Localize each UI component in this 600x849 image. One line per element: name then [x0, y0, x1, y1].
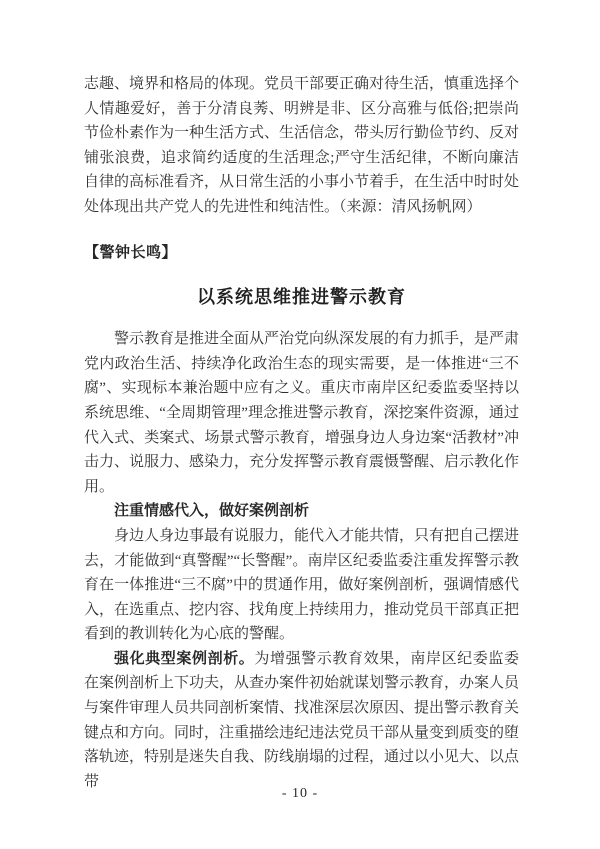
article-subheading: 注重情感代入，做好案例剖析 [114, 502, 310, 520]
section-marker: 【警钟长鸣】 [84, 243, 178, 261]
article-title: 以系统思维推进警示教育 [197, 287, 406, 308]
page-number: - 10 - [281, 786, 319, 801]
paragraph-typical-case [84, 647, 519, 795]
page-text-block [84, 72, 519, 794]
paragraph-typical-case-lead: 强化典型案例剖析。 [114, 649, 255, 667]
paragraph-emotional-involvement: 身边人身边事最有说服力，能代入才能共情，只有把自己摆进去，才能做到“真警醒”“长警醒”。南岸区纪委监委注重发挥警示教育在一体推进“三不腐”中的贯通作用，做好案例剖析，强调情感代入，在选重点、挖内容、找角度上持续用力，推动党员干部真正把看到的教训转化为心底的警醒。 [84, 527, 520, 643]
paragraph-typical-case-body: 为增强警示教育效果，南岸区纪委监委在案例剖析上下功夫，从查办案件初始就谋划警示教育，办案人员与案件审理人员共同剖析案情、找准深层次原因、提出警示教育关键点和方向。同时，注重描绘违纪违法党员干部从量变到质变的堕落轨迹，特别是迷失自我、防线崩塌的过程，通过以小见大、以点带 [84, 650, 520, 790]
continuation-paragraph: 志趣、境界和格局的体现。党员干部要正确对待生活，慎重选择个人情趣爱好，善于分清良莠、明辨是非、区分高雅与低俗;把崇尚节俭朴素作为一种生活方式、生活信念，带头厉行勤俭节约、反对铺张浪费，追求简约适度的生活理念;严守生活纪律，不断向廉洁自律的高标准看齐，从日常生活的小事小节着手，在生活中时时处处体现出共产党人的先进性和纯洁性。（来源：清风扬帆网） [84, 76, 520, 215]
article-intro-paragraph: 警示教育是推进全面从严治党向纵深发展的有力抓手，是严肃党内政治生活、持续净化政治生态的现实需要，是一体推进“三不腐”、实现标本兼治题中应有之义。重庆市南岸区纪委监委坚持以系统思维、“全周期管理”理念推进警示教育，深挖案件资源，通过代入式、类案式、场景式警示教育，增强身边人身边案“活教材”冲击力、说服力、感染力，充分发挥警示教育震慑警醒、启示教化作用。 [84, 331, 520, 495]
